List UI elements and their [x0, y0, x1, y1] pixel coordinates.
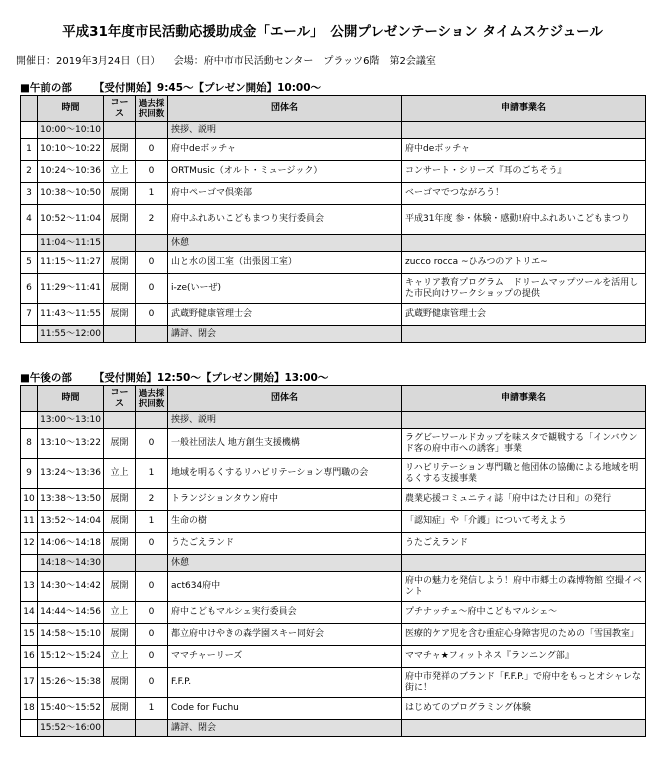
row-course — [104, 555, 136, 572]
row-past-count: 0 — [136, 533, 168, 555]
row-time: 10:10～10:22 — [38, 139, 104, 161]
row-time: 11:15～11:27 — [38, 252, 104, 274]
row-course — [104, 326, 136, 343]
page-title: 平成31年度市民活動応援助成金「エール」 公開プレゼンテーション タイムスケジュール — [62, 24, 603, 40]
row-past-count — [136, 555, 168, 572]
morning-schedule-table — [20, 95, 646, 343]
row-org-name: act634府中 — [168, 572, 402, 602]
row-past-count: 1 — [136, 511, 168, 533]
row-time: 13:10～13:22 — [38, 429, 104, 459]
row-time: 15:26～15:38 — [38, 668, 104, 698]
row-course — [104, 122, 136, 139]
table-header-row — [21, 96, 646, 122]
row-number: 2 — [21, 161, 38, 183]
row-course: 展開 — [104, 533, 136, 555]
table-row — [21, 183, 646, 205]
row-number — [21, 326, 38, 343]
row-org-name: 府中ふれあいこどもまつり実行委員会 — [168, 205, 402, 235]
header-course: コース — [104, 386, 136, 412]
row-project-name: コンサート・シリーズ『耳のごちそう』 — [402, 161, 646, 183]
table-row — [21, 122, 646, 139]
row-course: 展開 — [104, 205, 136, 235]
row-org-name: Code for Fuchu — [168, 698, 402, 720]
row-past-count: 0 — [136, 139, 168, 161]
row-org-name: 挨拶、説明 — [168, 412, 402, 429]
morning-presentation: 【プレゼン開始】10:00～ — [193, 82, 322, 94]
row-project-name: プチナッチェ～府中こどもマルシェ～ — [402, 602, 646, 624]
row-course — [104, 720, 136, 737]
row-past-count: 0 — [136, 252, 168, 274]
header-time: 時間 — [38, 386, 104, 412]
row-org-name: ママチャーリーズ — [168, 646, 402, 668]
row-number: 5 — [21, 252, 38, 274]
table-row — [21, 602, 646, 624]
row-time: 15:52～16:00 — [38, 720, 104, 737]
row-time: 10:24～10:36 — [38, 161, 104, 183]
row-project-name: ベーゴマでつながろう！ — [402, 183, 646, 205]
row-org-name: 生命の樹 — [168, 511, 402, 533]
row-past-count: 0 — [136, 602, 168, 624]
row-project-name — [402, 235, 646, 252]
row-org-name: 山と水の図工室（出張図工室） — [168, 252, 402, 274]
table-row — [21, 624, 646, 646]
table-row — [21, 698, 646, 720]
row-time: 13:00～13:10 — [38, 412, 104, 429]
row-number: 17 — [21, 668, 38, 698]
row-number: 4 — [21, 205, 38, 235]
row-project-name — [402, 555, 646, 572]
header-past: 過去採択回数 — [136, 96, 168, 122]
row-org-name: 一般社団法人 地方創生支援機構 — [168, 429, 402, 459]
row-number: 11 — [21, 511, 38, 533]
row-course: 展開 — [104, 572, 136, 602]
row-course: 展開 — [104, 252, 136, 274]
table-row — [21, 412, 646, 429]
row-project-name: 農業応援コミュニティ誌「府中はたけ日和」の発行 — [402, 489, 646, 511]
event-date: 開催日：2019年3月24日（日） — [16, 56, 161, 67]
row-number: 9 — [21, 459, 38, 489]
row-past-count: 0 — [136, 668, 168, 698]
row-project-name: 武蔵野健康管理士会 — [402, 304, 646, 326]
row-project-name: 府中の魅力を発信しよう！府中市郷土の森博物館 空撮イベント — [402, 572, 646, 602]
table-row — [21, 139, 646, 161]
row-course: 展開 — [104, 183, 136, 205]
row-project-name — [402, 326, 646, 343]
row-org-name: トランジションタウン府中 — [168, 489, 402, 511]
row-org-name: 府中ペーゴマ倶楽部 — [168, 183, 402, 205]
table-row — [21, 572, 646, 602]
row-past-count: 1 — [136, 698, 168, 720]
row-project-name: 府中deボッチャ — [402, 139, 646, 161]
row-org-name: 府中こどもマルシェ実行委員会 — [168, 602, 402, 624]
morning-label: ■午前の部 — [20, 82, 72, 94]
row-number — [21, 412, 38, 429]
row-course: 立上 — [104, 459, 136, 489]
row-project-name — [402, 412, 646, 429]
row-number: 1 — [21, 139, 38, 161]
row-past-count — [136, 326, 168, 343]
row-past-count: 0 — [136, 274, 168, 304]
row-project-name — [402, 122, 646, 139]
row-org-name: 府中deボッチャ — [168, 139, 402, 161]
row-course — [104, 412, 136, 429]
row-past-count: 1 — [136, 459, 168, 489]
row-time: 10:00～10:10 — [38, 122, 104, 139]
table-row — [21, 459, 646, 489]
row-number: 18 — [21, 698, 38, 720]
header-time: 時間 — [38, 96, 104, 122]
row-time: 10:52～11:04 — [38, 205, 104, 235]
row-project-name — [402, 720, 646, 737]
row-number: 3 — [21, 183, 38, 205]
row-org-name: 講評、閉会 — [168, 720, 402, 737]
table-row — [21, 668, 646, 698]
row-project-name: 医療的ケア児を含む重症心身障害児のための「雪国教室」 — [402, 624, 646, 646]
row-past-count: 0 — [136, 161, 168, 183]
afternoon-reception: 【受付開始】12:50～ — [93, 372, 201, 384]
row-course: 展開 — [104, 511, 136, 533]
row-past-count: 2 — [136, 489, 168, 511]
row-project-name: 府中市発祥のブランド「F.F.P.」で府中をもっとオシャレな街に！ — [402, 668, 646, 698]
row-number — [21, 555, 38, 572]
header-org: 団体名 — [168, 386, 402, 412]
row-past-count — [136, 720, 168, 737]
row-course: 立上 — [104, 161, 136, 183]
row-org-name: i-ze(いーぜ) — [168, 274, 402, 304]
row-past-count: 0 — [136, 646, 168, 668]
row-org-name: 武蔵野健康管理士会 — [168, 304, 402, 326]
row-course: 展開 — [104, 668, 136, 698]
row-number: 8 — [21, 429, 38, 459]
row-time: 14:44～14:56 — [38, 602, 104, 624]
row-org-name: 挨拶、説明 — [168, 122, 402, 139]
row-course — [104, 235, 136, 252]
header-project: 申請事業名 — [402, 96, 646, 122]
row-time: 11:04～11:15 — [38, 235, 104, 252]
afternoon-presentation: 【プレゼン開始】13:00～ — [200, 372, 329, 384]
event-meta — [16, 52, 446, 67]
morning-section-header — [20, 80, 321, 95]
row-time: 15:12～15:24 — [38, 646, 104, 668]
row-number: 14 — [21, 602, 38, 624]
table-row — [21, 161, 646, 183]
table-row — [21, 274, 646, 304]
row-course: 展開 — [104, 429, 136, 459]
row-number — [21, 235, 38, 252]
row-time: 14:58～15:10 — [38, 624, 104, 646]
row-org-name: ORTMusic（オルト・ミュージック） — [168, 161, 402, 183]
header-no — [21, 96, 38, 122]
row-past-count: 0 — [136, 304, 168, 326]
header-org: 団体名 — [168, 96, 402, 122]
table-row — [21, 304, 646, 326]
row-number: 10 — [21, 489, 38, 511]
row-project-name: キャリア教育プログラム ドリームマップツールを活用した市民向けワークショップの提供 — [402, 274, 646, 304]
row-course: 展開 — [104, 624, 136, 646]
table-row — [21, 326, 646, 343]
row-time: 10:38～10:50 — [38, 183, 104, 205]
header-no — [21, 386, 38, 412]
table-row — [21, 235, 646, 252]
row-number: 7 — [21, 304, 38, 326]
row-number: 16 — [21, 646, 38, 668]
table-row — [21, 205, 646, 235]
row-number — [21, 122, 38, 139]
row-course: 展開 — [104, 139, 136, 161]
table-row — [21, 646, 646, 668]
header-past: 過去採択回数 — [136, 386, 168, 412]
row-past-count — [136, 122, 168, 139]
row-time: 13:52～14:04 — [38, 511, 104, 533]
table-header-row — [21, 386, 646, 412]
row-number: 12 — [21, 533, 38, 555]
afternoon-section-header — [20, 370, 328, 385]
row-number: 6 — [21, 274, 38, 304]
row-org-name: 休憩 — [168, 555, 402, 572]
table-row — [21, 720, 646, 737]
row-time: 11:29～11:41 — [38, 274, 104, 304]
row-time: 14:18～14:30 — [38, 555, 104, 572]
row-past-count: 0 — [136, 429, 168, 459]
row-org-name: 都立府中けやきの森学園スキー同好会 — [168, 624, 402, 646]
row-project-name: はじめてのプログラミング体験 — [402, 698, 646, 720]
table-row — [21, 252, 646, 274]
table-row — [21, 429, 646, 459]
row-project-name: zucco rocca ~ひみつのアトリエ~ — [402, 252, 646, 274]
row-number — [21, 720, 38, 737]
table-row — [21, 555, 646, 572]
row-org-name: うたごえランド — [168, 533, 402, 555]
row-time: 13:38～13:50 — [38, 489, 104, 511]
row-course: 立上 — [104, 602, 136, 624]
header-project: 申請事業名 — [402, 386, 646, 412]
row-project-name: ママチャ★フィットネス『ランニング部』 — [402, 646, 646, 668]
row-number: 15 — [21, 624, 38, 646]
row-project-name: 平成31年度 参・体験・感動!府中ふれあいこどもまつり — [402, 205, 646, 235]
row-past-count: 0 — [136, 624, 168, 646]
row-course: 展開 — [104, 698, 136, 720]
row-past-count: 1 — [136, 183, 168, 205]
row-course: 展開 — [104, 304, 136, 326]
row-time: 11:55～12:00 — [38, 326, 104, 343]
row-course: 展開 — [104, 274, 136, 304]
row-project-name: 「認知症」や「介護」について考えよう — [402, 511, 646, 533]
row-course: 立上 — [104, 646, 136, 668]
row-time: 13:24～13:36 — [38, 459, 104, 489]
row-number: 13 — [21, 572, 38, 602]
row-project-name: ラグビーワールドカップを味スタで観戦する「インバウンド客の府中市への誘客」事業 — [402, 429, 646, 459]
row-org-name: F.F.P. — [168, 668, 402, 698]
table-row — [21, 511, 646, 533]
morning-reception: 【受付開始】9:45～ — [93, 82, 194, 94]
table-row — [21, 533, 646, 555]
row-past-count: 2 — [136, 205, 168, 235]
table-row — [21, 489, 646, 511]
row-past-count — [136, 235, 168, 252]
row-time: 11:43～11:55 — [38, 304, 104, 326]
afternoon-label: ■午後の部 — [20, 372, 72, 384]
row-org-name: 地域を明るくするリハビリテーション専門職の会 — [168, 459, 402, 489]
row-org-name: 講評、閉会 — [168, 326, 402, 343]
event-venue: 会場：府中市市民活動センター プラッツ6階 第2会議室 — [173, 56, 436, 67]
row-time: 14:30～14:42 — [38, 572, 104, 602]
header-course: コース — [104, 96, 136, 122]
row-project-name: リハビリテーション専門職と他団体の協働による地域を明るくする支援事業 — [402, 459, 646, 489]
row-past-count — [136, 412, 168, 429]
row-org-name: 休憩 — [168, 235, 402, 252]
afternoon-schedule-table — [20, 385, 646, 737]
row-time: 14:06～14:18 — [38, 533, 104, 555]
row-project-name: うたごえランド — [402, 533, 646, 555]
row-course: 展開 — [104, 489, 136, 511]
row-time: 15:40～15:52 — [38, 698, 104, 720]
row-past-count: 0 — [136, 572, 168, 602]
